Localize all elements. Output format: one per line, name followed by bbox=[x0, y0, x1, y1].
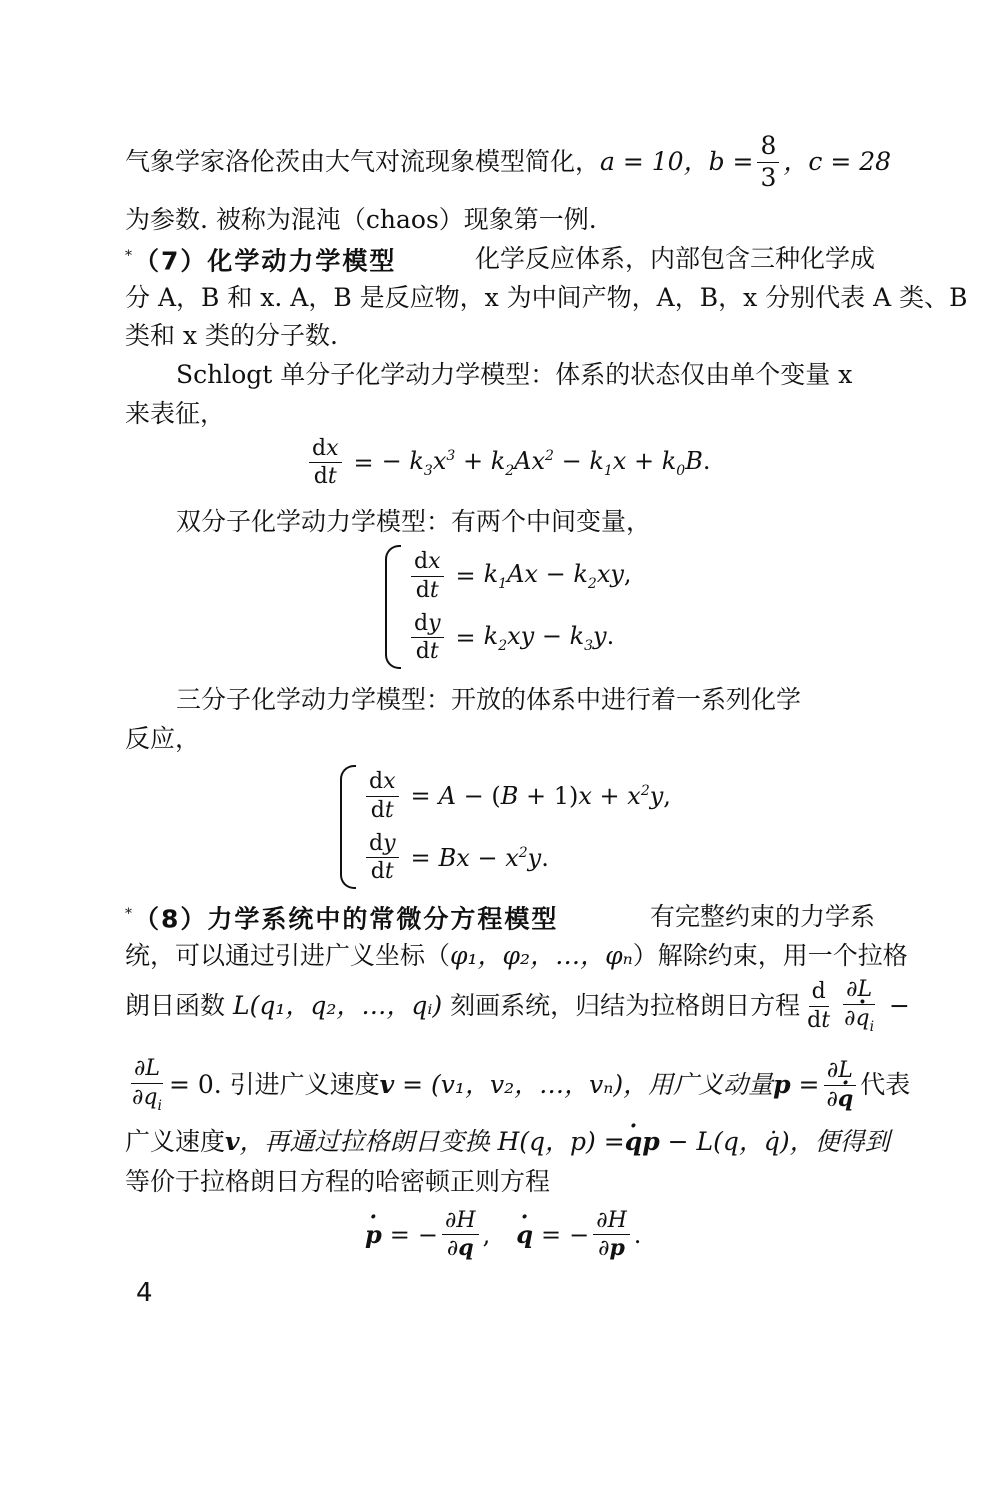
text-line: 气象学家洛伦茨由大气对流现象模型简化， a = 10，b = $\frac{8}{3}$ ，c = 28 bbox=[125, 130, 892, 192]
equation-hamilton: p · = − $\frac{\partial H}{\partial q}$ , q · = − $\frac{\partial H}{\partial p}$ . bbox=[365, 1208, 641, 1262]
text-line: 三分子化学动力学模型：开放的体系中进行着一系列化学 bbox=[176, 685, 802, 714]
section-8-heading-line: *（8）力学系统中的常微分方程模型 有完整约束的力学系 bbox=[125, 902, 875, 934]
equation-schlogt: $\frac{dx}{dt}$ = − $k_3x^3 + k_2Ax^2 - k_1x + k_0B$. bbox=[305, 436, 710, 490]
text-line: 统，可以通过引进广义坐标（φ₁，φ₂，…，φₙ）解除约束，用一个拉格 bbox=[125, 941, 908, 970]
brace bbox=[385, 545, 401, 669]
page-number: 4 bbox=[136, 1278, 153, 1308]
equation-system-trimolecular: $\frac{dx}{dt}$ = $A - (B + 1)x + x^2y$, $\frac{dy}{dt}$ = $Bx - x^2y$. bbox=[340, 765, 671, 889]
section-7-heading-line: *（7）化学动力学模型 化学反应体系，内部包含三种化学成 bbox=[125, 244, 875, 276]
brace bbox=[340, 765, 356, 889]
text-line: 为参数. 被称为混沌（chaos）现象第一例. bbox=[125, 205, 597, 234]
text-line: 朗日函数 L(q₁，q₂，…，qᵢ) 刻画系统，归结为拉格朗日方程 $\frac{d}{dt}$ $\frac{\partial L}{\partial q \cdot_i}$ − bbox=[125, 984, 875, 1028]
text-line: Schlogt 单分子化学动力学模型：体系的状态仅由单个变量 x bbox=[176, 360, 853, 389]
text-line: 等价于拉格朗日方程的哈密顿正则方程 bbox=[125, 1167, 551, 1196]
text-line: 来表征， bbox=[125, 399, 226, 428]
text-line: 分 A，B 和 x. A，B 是反应物，x 为中间产物，A，B，x 分别代表 A 类、B bbox=[125, 283, 968, 312]
text-line: $\frac{\partial L}{\partial q_i}$ = 0. 引进广义速度 v = (v₁，v₂，…，vₙ)，用广义动量 p = $\frac{\partial L}{\partial q}$ · 代表 bbox=[125, 1063, 875, 1107]
text-line: 广义速度 v ，再通过拉格朗日变换 H(q，p) = q ·p − L(q，q̇)，便得到 bbox=[125, 1120, 875, 1164]
text-line: 双分子化学动力学模型：有两个中间变量， bbox=[176, 507, 652, 536]
section-heading: （7）化学动力学模型 bbox=[134, 246, 397, 276]
text-line: 反应， bbox=[125, 724, 201, 753]
text-line: 类和 x 类的分子数. bbox=[125, 321, 338, 350]
fraction: $\frac{8}{3}$ bbox=[757, 132, 779, 193]
section-heading: （8）力学系统中的常微分方程模型 bbox=[134, 904, 559, 934]
equation-system-bimolecular: $\frac{dx}{dt}$ = $k_1Ax - k_2xy$, $\frac{dy}{dt}$ = $k_2xy - k_3y$. bbox=[385, 545, 632, 669]
